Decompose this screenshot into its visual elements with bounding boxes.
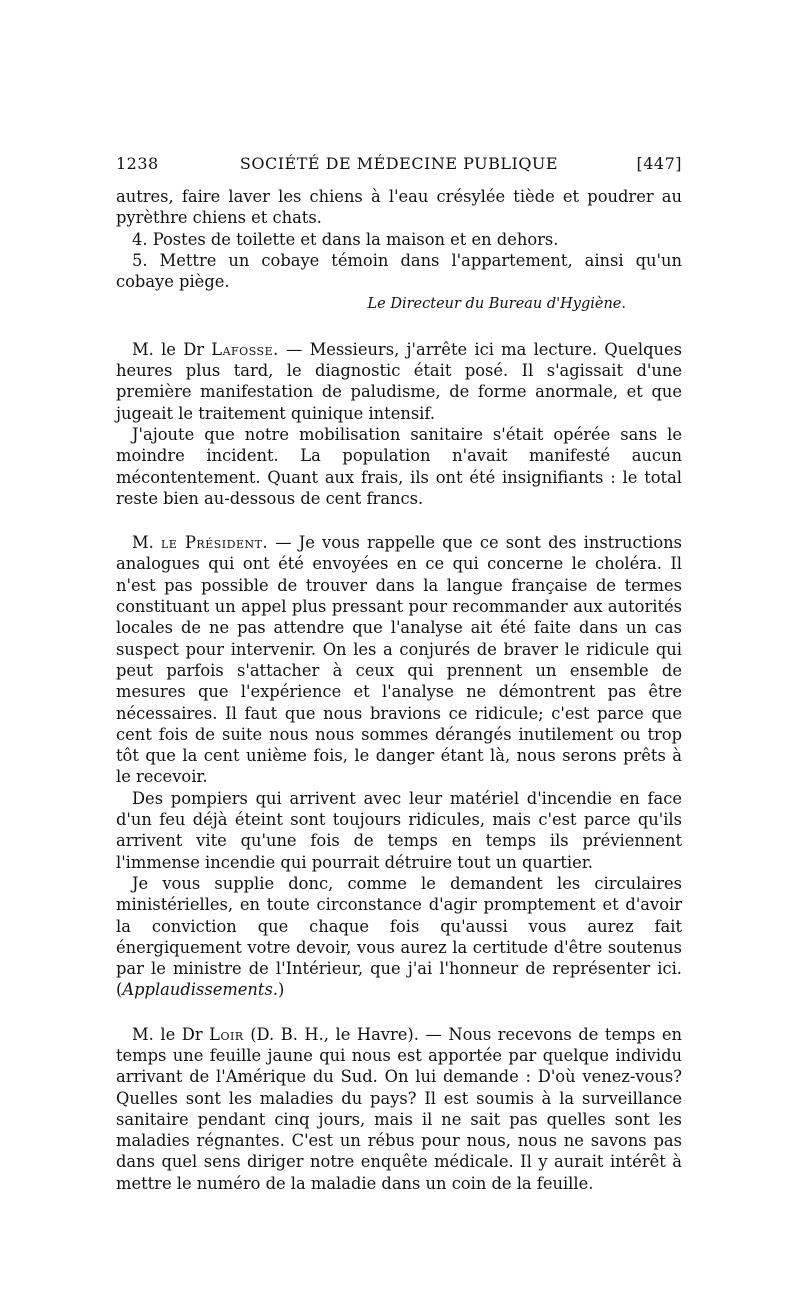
speaker-name: Lafosse.	[211, 339, 279, 359]
paragraph-text: — Messieurs, j'arrête ici ma lecture. Quelques heures plus tard, le diagnostic était posé. Il s'agissait d'une première manifestation de paludisme, de forme anormale, et que jugeait le traitement quinique intensif.	[116, 339, 682, 423]
speaker-paragraph	[116, 1024, 682, 1194]
paragraph: 4. Postes de toilette et dans la maison et en dehors.	[132, 229, 559, 249]
page-header	[116, 154, 682, 178]
running-title: SOCIÉTÉ DE MÉDECINE PUBLIQUE	[239, 154, 559, 173]
paragraph: 5. Mettre un cobaye témoin dans l'appartement, ainsi qu'un cobaye piège.	[116, 250, 682, 292]
paragraph-text: Je vous supplie donc, comme le demandent les circulaires ministérielles, en toute circonstance d'agir promptement et d'avoir la conviction que chaque fois qu'aussi vous aurez fait énergiquement votre devoir, vous aurez la certitude d'être soutenus par le ministre de l'Intérieur, que j'ai l'honneur de représenter ici. (	[116, 873, 682, 1000]
paragraph: Des pompiers qui arrivent avec leur matériel d'incendie en face d'un feu déjà éteint sont toujours ridicules, mais c'est parce qu'ils arrivent vite qu'une fois de temps en temps ils préviennent l'immense incendie qui pourrait détruire tout un quartier.	[116, 788, 682, 872]
speaker-prefix: M. le Dr	[132, 1024, 210, 1044]
speaker-paragraph	[116, 532, 682, 788]
signature: Le Directeur du Bureau d'Hygiène.	[367, 296, 626, 313]
body-text	[116, 186, 682, 1194]
paragraph	[116, 873, 682, 1001]
speaker-prefix: M. le Dr	[132, 339, 212, 359]
italic-aside: Applaudissements.	[122, 980, 278, 1000]
page-number: 1238	[116, 154, 159, 173]
paragraph: autres, faire laver les chiens à l'eau crésylée tiède et poudrer au pyrèthre chiens et chats.	[116, 187, 682, 228]
bracketed-page-number: [447]	[636, 154, 682, 173]
speaker-name: Loir	[209, 1024, 244, 1044]
speaker-name: le Président.	[161, 533, 269, 553]
paragraph-text: — Je vous rappelle que ce sont des instructions analogues qui ont été envoyées en ce qui concerne le choléra. Il n'est pas possible de trouver dans la langue française de termes constituant un appel plus pressant pour recommander aux autorités locales de ne pas attendre que l'analyse ait été faite dans un cas suspect pour intervenir. On les a conjurés de braver le ridicule qui peut parfois s'attacher à ceux qui prennent un ensemble de mesures que l'expérience et l'analyse ne démontrent pas être nécessaires. Il faut que nous bravions ce ridicule; c'est parce que cent fois de suite nous nous sommes dérangés inutilement ou trop tôt que la cent unième fois, le danger étant là, nous serons prêts à le recevoir.	[116, 533, 682, 787]
paragraph: J'ajoute que notre mobilisation sanitaire s'était opérée sans le moindre incident. La population n'avait manifesté aucun mécontentement. Quant aux frais, ils ont été insignifiants : le total reste bien au-dessous de cent francs.	[116, 424, 682, 508]
paragraph-text: (D. B. H., le Havre). — Nous recevons de temps en temps une feuille jaune qui nous est apportée par quelque individu arrivant de l'Amérique du Sud. On lui demande : D'où venez-vous? Quelles sont les maladies du pays? Il est soumis à la surveillance sanitaire pendant cinq jours, mais il ne sait pas quelles sont les maladies régnantes. C'est un rébus pour nous, nous ne savons pas dans quel sens diriger notre enquête médicale. Il y aurait intérêt à mettre le numéro de la maladie dans un coin de la feuille.	[116, 1024, 682, 1193]
speaker-prefix: M.	[132, 533, 161, 553]
paragraph-tail: )	[277, 980, 285, 1000]
speaker-paragraph	[116, 339, 682, 424]
